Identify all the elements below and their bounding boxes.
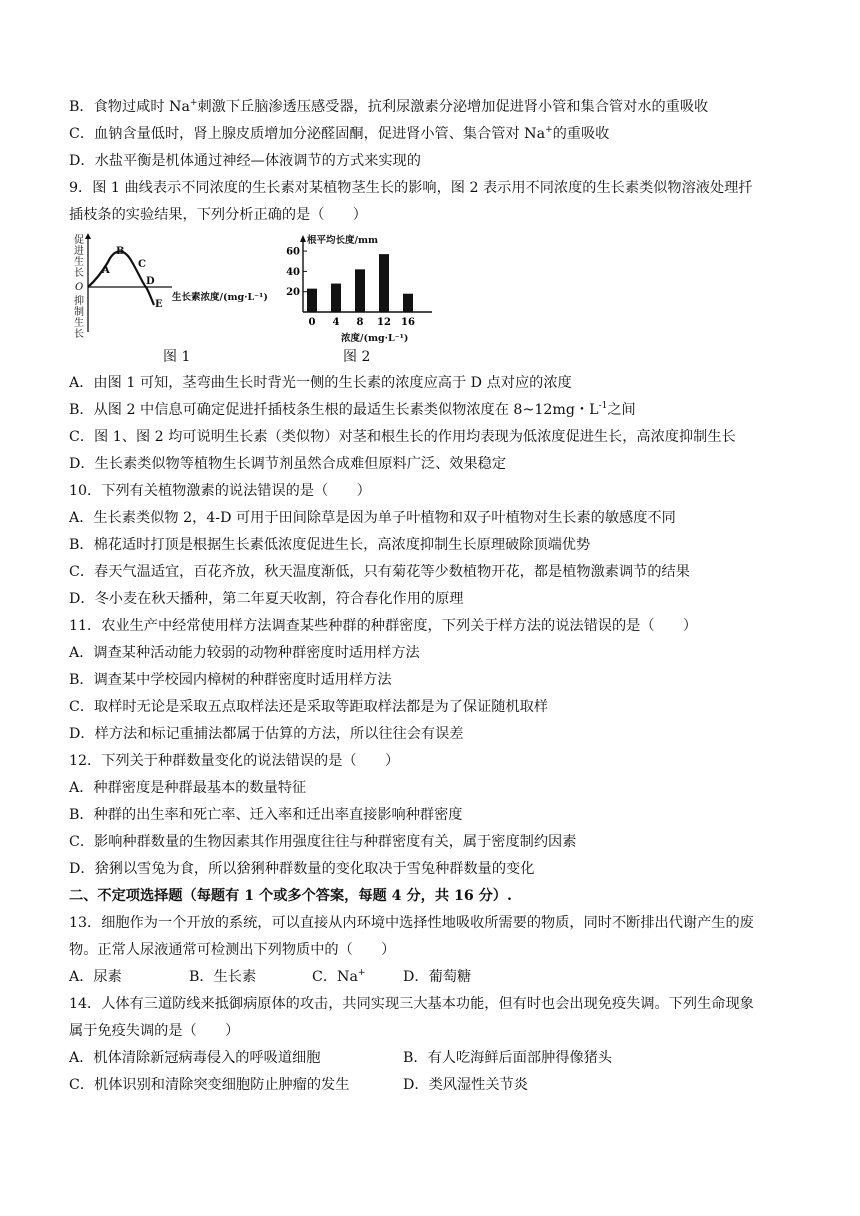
section-2-heading: 二、不定项选择题（每题有 1 个或多个答案，每题 4 分，共 16 分）. bbox=[69, 888, 512, 904]
fig1-point-c: C bbox=[138, 259, 146, 270]
q8-option-c: C．血钠含量低时，肾上腺皮质增加分泌醛固酮，促进肾小管、集合管对 Na+的重吸收 bbox=[69, 125, 610, 142]
fig1-x-axis-label: 生长素浓度/(mg·L⁻¹) bbox=[172, 292, 268, 303]
q11-option-b: B．调查某中学校园内樟树的种群密度时适用样方法 bbox=[69, 672, 392, 688]
q14-stem-line2: 属于免疫失调的是（ ） bbox=[69, 1023, 240, 1039]
q14-option-d: D．类风湿性关节炎 bbox=[403, 1077, 528, 1093]
fig1-ylabel-bottom-4: 长 bbox=[74, 329, 84, 340]
q10-stem: 10．下列有关植物激素的说法错误的是（ ） bbox=[69, 483, 371, 499]
fig1-point-e: E bbox=[155, 299, 163, 310]
q9-stem-line2: 插枝条的实验结果，下列分析正确的是（ ） bbox=[69, 207, 367, 223]
q9-stem-line1: 9．图 1 曲线表示不同浓度的生长素对某植物茎生长的影响，图 2 表示用不同浓度的生长素类似物溶液处理扦 bbox=[69, 180, 753, 196]
fig2-bar-16 bbox=[403, 294, 413, 312]
fig2-x-tick-16: 16 bbox=[401, 317, 415, 328]
fig1-ylabel-top-3: 生 bbox=[74, 257, 84, 268]
fig1-ylabel-bottom-3: 生 bbox=[74, 318, 84, 329]
figure-1-growth-curve bbox=[72, 232, 277, 344]
q11-option-d: D．样方法和标记重捕法都属于估算的方法，所以往往会有误差 bbox=[69, 726, 464, 742]
q10-option-d: D．冬小麦在秋天播种，第二年夏天收割，符合春化作用的原理 bbox=[69, 591, 464, 607]
fig1-origin-label: O bbox=[75, 282, 84, 293]
fig1-ylabel-bottom-2: 制 bbox=[74, 307, 84, 318]
fig1-ylabel-bottom-1: 抑 bbox=[74, 296, 84, 307]
q14-option-c: C．机体识别和清除突变细胞防止肿瘤的发生 bbox=[69, 1077, 350, 1093]
fig2-y-axis-label: 根平均长度/mm bbox=[307, 235, 379, 246]
fig2-bar-4 bbox=[331, 284, 341, 312]
fig2-x-tick-8: 8 bbox=[356, 317, 364, 328]
q10-option-a: A．生长素类似物 2，4-D 可用于田间除草是因为单子叶植物和双子叶植物对生长素的敏感度不同 bbox=[69, 510, 676, 526]
q13-stem-line2: 物。正常人尿液通常可检测出下列物质中的（ ） bbox=[69, 942, 396, 958]
q12-option-d: D．猞猁以雪兔为食，所以猞猁种群数量的变化取决于雪兔种群数量的变化 bbox=[69, 861, 535, 877]
q13-option-c: C．Na+ bbox=[312, 968, 366, 985]
q11-option-a: A．调查某种活动能力较弱的动物种群密度时适用样方法 bbox=[69, 645, 420, 661]
fig2-y-arrow bbox=[300, 235, 306, 242]
q12-stem: 12．下列关于种群数量变化的说法错误的是（ ） bbox=[69, 753, 400, 769]
fig2-bar-8 bbox=[355, 269, 365, 312]
fig2-x-axis-label: 浓度/(mg·L⁻¹) bbox=[341, 333, 409, 344]
q10-option-c: C．春天气温适宜，百花齐放，秋天温度渐低，只有菊花等少数植物开花，都是植物激素调节的结果 bbox=[69, 564, 690, 580]
q9-option-c: C．图 1、图 2 均可说明生长素（类似物）对茎和根生长的作用均表现为低浓度促进生长，高浓度抑制生长 bbox=[69, 429, 736, 445]
q13-option-d: D．葡萄糖 bbox=[403, 969, 472, 985]
fig1-point-a: A bbox=[102, 265, 110, 276]
fig2-y-tick-20: 20 bbox=[286, 287, 300, 299]
fig2-y-tick-40: 40 bbox=[286, 266, 300, 278]
figure-2-bar-chart bbox=[284, 232, 444, 344]
q11-option-c: C．取样时无论是采取五点取样法还是采取等距取样法都是为了保证随机取样 bbox=[69, 699, 549, 715]
q11-stem: 11．农业生产中经常使用样方法调查某些种群的种群密度，下列关于样方法的说法错误的是（ ） bbox=[69, 618, 698, 634]
q10-option-b: B．棉花适时打顶是根据生长素低浓度促进生长，高浓度抑制生长原理破除顶端优势 bbox=[69, 537, 591, 553]
q9-option-d: D．生长素类似物等植物生长调节剂虽然合成难但原料广泛、效果稳定 bbox=[69, 456, 507, 472]
q13-option-b: B．生长素 bbox=[189, 969, 257, 985]
fig1-ylabel-top-2: 进 bbox=[74, 246, 84, 257]
q8-option-d: D．水盐平衡是机体通过神经—体液调节的方式来实现的 bbox=[69, 153, 421, 169]
q8-option-b: B．食物过咸时 Na+刺激下丘脑渗透压感受器，抗利尿激素分泌增加促进肾小管和集合管对水的重吸收 bbox=[69, 98, 709, 115]
q9-option-b: B．从图 2 中信息可确定促进扦插枝条生根的最适生长素类似物浓度在 8~12mg・$L^{-1}$之间 bbox=[69, 401, 636, 418]
q14-stem-line1: 14．人体有三道防线来抵御病原体的攻击，共同实现三大基本功能，但有时也会出现免疫失调。下列生命现象 bbox=[69, 996, 754, 1012]
q12-option-a: A．种群密度是种群最基本的数量特征 bbox=[69, 780, 307, 796]
q14-option-b: B．有人吃海鲜后面部肿得像猪头 bbox=[403, 1050, 613, 1066]
fig2-bar-0 bbox=[307, 289, 317, 312]
fig1-caption: 图 1 bbox=[163, 349, 191, 365]
fig2-x-tick-12: 12 bbox=[377, 317, 391, 328]
fig2-x-tick-4: 4 bbox=[332, 317, 340, 328]
q13-option-a: A．尿素 bbox=[69, 969, 122, 985]
q12-option-b: B．种群的出生率和死亡率、迁入率和迁出率直接影响种群密度 bbox=[69, 807, 463, 823]
fig1-ylabel-top-1: 促 bbox=[74, 235, 84, 246]
q13-stem-line1: 13．细胞作为一个开放的系统，可以直接从内环境中选择性地吸收所需要的物质，同时不断排出代谢产生的废 bbox=[69, 915, 754, 931]
q9-option-a: A．由图 1 可知，茎弯曲生长时背光一侧的生长素的浓度应高于 D 点对应的浓度 bbox=[69, 375, 572, 391]
fig2-y-tick-60: 60 bbox=[286, 246, 300, 258]
fig1-point-d: D bbox=[146, 276, 155, 287]
fig1-y-arrow bbox=[85, 233, 91, 239]
fig1-ylabel-top-4: 长 bbox=[74, 268, 84, 279]
fig2-bar-12 bbox=[379, 254, 389, 312]
q14-option-a: A．机体清除新冠病毒侵入的呼吸道细胞 bbox=[69, 1050, 321, 1066]
fig1-point-b: B bbox=[116, 246, 125, 257]
fig2-x-tick-0: 0 bbox=[308, 317, 316, 328]
q12-option-c: C．影响种群数量的生物因素其作用强度往往与种群密度有关，属于密度制约因素 bbox=[69, 834, 577, 850]
fig2-caption: 图 2 bbox=[343, 349, 371, 365]
